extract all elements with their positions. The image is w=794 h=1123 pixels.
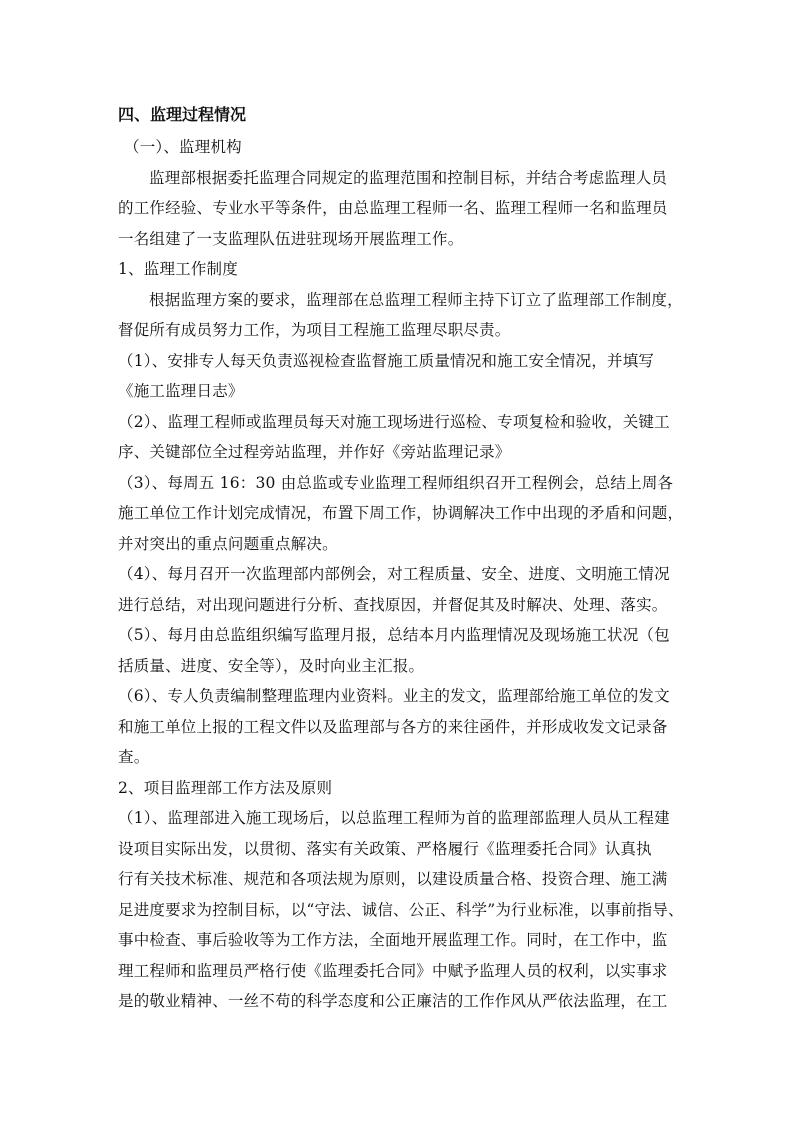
text-line: 督促所有成员努力工作，为项目工程施工监理尽职尽责。 <box>118 321 511 339</box>
text-line: 进行总结，对出现问题进行分析、查找原因，并督促其及时解决、处理、落实。 <box>118 595 668 614</box>
text-line: 并对突出的重点问题重点解决。 <box>118 534 338 553</box>
text-line: （1）、安排专人每天负责巡视检查监督施工质量情况和施工安全情况，并填写 <box>118 351 655 370</box>
text-line: 根据监理方案的要求，监理部在总监理工程师主持下订立了监理部工作制度， <box>149 290 683 309</box>
text-line: 和施工单位上报的工程文件以及监理部与各方的来往函件，并形成收发文记录备 <box>118 717 668 736</box>
text-line: 理工程师和监理员严格行使《监理委托合同》中赋予监理人员的权利，以实事求 <box>118 961 668 980</box>
paragraph-lines <box>118 163 684 1017</box>
text-line: （4）、每月召开一次监理部内部例会，对工程质量、安全、进度、文明施工情况 <box>118 565 670 583</box>
text-line: 是的敬业精神、一丝不苟的科学态度和公正廉洁的工作作风从严依法监理，在工 <box>118 992 668 1010</box>
text-line: 1、监理工作制度 <box>118 260 238 278</box>
text-line: 设项目实际出发，以贯彻、落实有关政策、严格履行《监理委托合同》认真执 <box>118 839 652 858</box>
text-line: 一名组建了一支监理队伍进驻现场开展监理工作。 <box>118 229 464 248</box>
text-line: 《施工监理日志》 <box>118 382 244 400</box>
text-line: （3）、每周五 16：30 由总监或专业监理工程师组织召开工程例会，总结上周各 <box>118 473 674 492</box>
text-line: （2）、监理工程师或监理员每天对施工现场进行巡检、专项复检和验收，关键工 <box>118 412 670 431</box>
text-line: 的工作经验、专业水平等条件，由总监理工程师一名、监理工程师一名和监理员 <box>118 199 668 217</box>
text-line: 监理部根据委托监理合同规定的监理范围和控制目标，并结合考虑监理人员 <box>149 168 668 187</box>
text-line: （1）、监理部进入施工现场后，以总监理工程师为首的监理部监理人员从工程建 <box>118 809 670 827</box>
text-line: 行有关技术标准、规范和各项法规为原则，以建设质量合格、投资合理、施工满 <box>118 870 668 888</box>
text-line: 足进度要求为控制目标，以“守法、诚信、公正、科学”为行业标准，以事前指导、 <box>118 900 684 919</box>
text-line: 序、关键部位全过程旁站监理，并作好《旁站监理记录》 <box>118 443 511 461</box>
text-line: （6）、专人负责编制整理监理内业资料。业主的发文，监理部给施工单位的发文 <box>118 687 670 705</box>
text-line: 查。 <box>118 748 150 766</box>
text-line: 2、项目监理部工作方法及原则 <box>118 778 333 797</box>
section-heading: 四、监理过程情况 <box>118 105 247 124</box>
document-body <box>118 100 684 1017</box>
text-line: 施工单位工作计划完成情况，布置下周工作，协调解决工作中出现的矛盾和问题， <box>118 504 684 522</box>
text-line: 括质量、进度、安全等），及时向业主汇报。 <box>118 656 425 675</box>
subsection-heading: （一）、监理机构 <box>124 138 242 156</box>
text-line: （5）、每月由总监组织编写监理月报，总结本月内监理情况及现场施工状况（包 <box>118 626 670 644</box>
text-line: 事中检查、事后验收等为工作方法，全面地开展监理工作。同时，在工作中，监 <box>118 931 668 949</box>
